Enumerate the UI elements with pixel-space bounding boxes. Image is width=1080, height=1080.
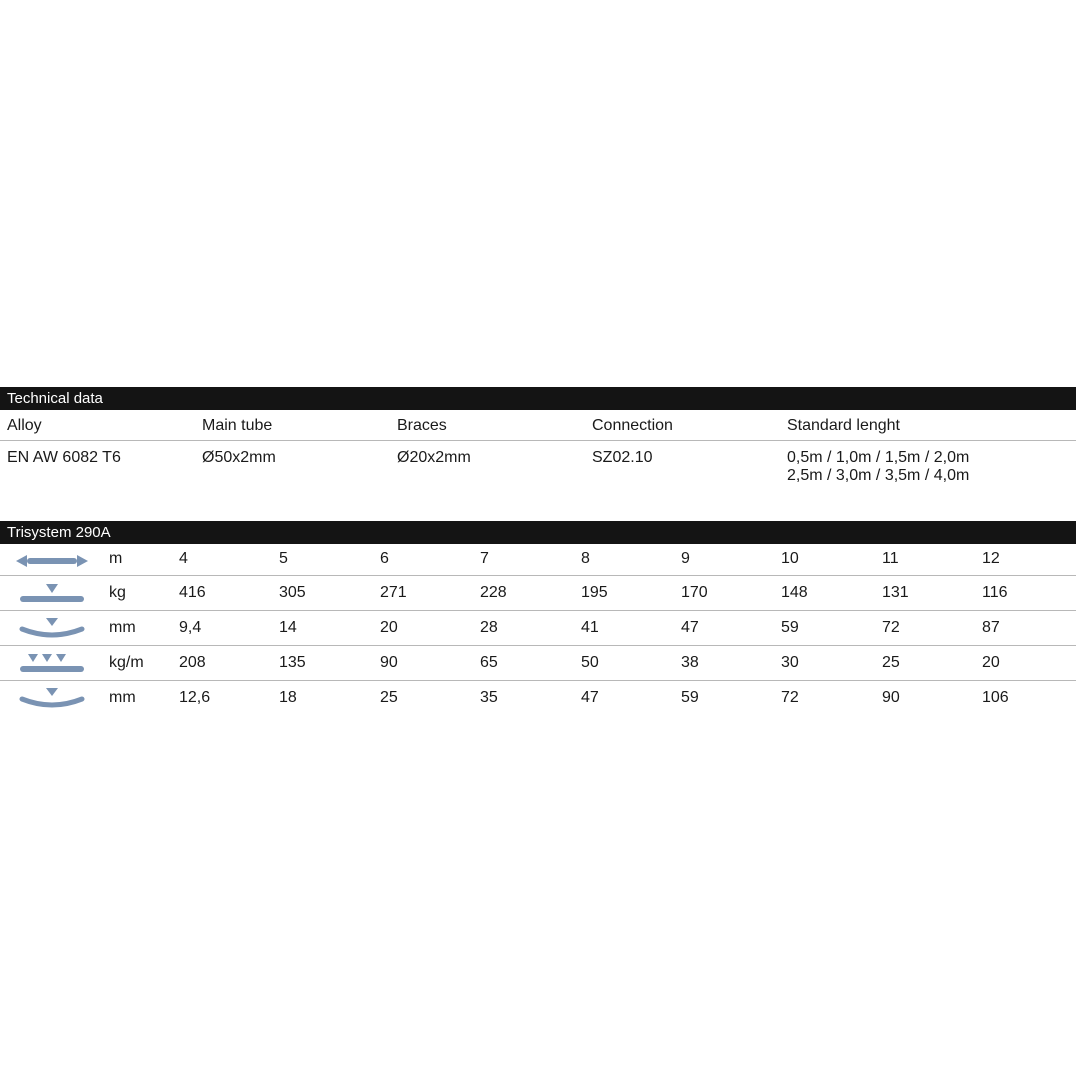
row-value: 7 bbox=[480, 550, 489, 567]
row-value: 208 bbox=[179, 654, 206, 671]
row-value: 12 bbox=[982, 550, 1000, 567]
row-value: 25 bbox=[882, 654, 900, 671]
table-row bbox=[0, 646, 1076, 681]
row-value: 18 bbox=[279, 689, 297, 706]
row-value: 14 bbox=[279, 619, 297, 636]
row-value: 38 bbox=[681, 654, 699, 671]
point-load-icon bbox=[14, 579, 90, 607]
row-value: 9,4 bbox=[179, 619, 202, 636]
row-value: 72 bbox=[882, 619, 900, 636]
row-value: 135 bbox=[279, 654, 306, 671]
row-value: 90 bbox=[882, 689, 900, 706]
row-value: 416 bbox=[179, 584, 206, 601]
row-value: 50 bbox=[581, 654, 599, 671]
spec-sheet bbox=[0, 387, 1076, 716]
value-length-line2: 2,5m / 3,0m / 3,5m / 4,0m bbox=[787, 467, 970, 484]
row-value: 20 bbox=[380, 619, 398, 636]
row-value: 6 bbox=[380, 550, 389, 567]
value-length-line1: 0,5m / 1,0m / 1,5m / 2,0m bbox=[787, 449, 970, 466]
value-main-tube: Ø50x2mm bbox=[202, 449, 276, 466]
technical-headers-row bbox=[0, 410, 1076, 441]
row-unit: mm bbox=[109, 689, 136, 706]
row-value: 9 bbox=[681, 550, 690, 567]
row-value: 195 bbox=[581, 584, 608, 601]
row-value: 10 bbox=[781, 550, 799, 567]
header-main-tube: Main tube bbox=[202, 417, 273, 434]
row-value: 28 bbox=[480, 619, 498, 636]
row-value: 12,6 bbox=[179, 689, 211, 706]
row-value: 116 bbox=[982, 584, 1008, 601]
row-unit: kg bbox=[109, 584, 126, 601]
technical-data-header: Technical data bbox=[0, 387, 1076, 410]
row-value: 59 bbox=[781, 619, 799, 636]
table-row bbox=[0, 681, 1076, 716]
row-value: 228 bbox=[480, 584, 507, 601]
row-value: 90 bbox=[380, 654, 398, 671]
row-value: 8 bbox=[581, 550, 590, 567]
technical-values-row bbox=[0, 441, 1076, 521]
row-value: 131 bbox=[882, 584, 909, 601]
header-standard-length: Standard lenght bbox=[787, 417, 900, 434]
row-value: 25 bbox=[380, 689, 398, 706]
value-connection: SZ02.10 bbox=[592, 449, 653, 466]
row-value: 30 bbox=[781, 654, 799, 671]
row-unit: mm bbox=[109, 619, 136, 636]
row-value: 271 bbox=[380, 584, 407, 601]
row-value: 20 bbox=[982, 654, 1000, 671]
row-value: 87 bbox=[982, 619, 1000, 636]
distributed-load-deflection-icon bbox=[14, 684, 90, 712]
row-unit: kg/m bbox=[109, 654, 144, 671]
header-alloy: Alloy bbox=[7, 417, 42, 434]
row-value: 41 bbox=[581, 619, 599, 636]
row-value: 59 bbox=[681, 689, 699, 706]
row-value: 47 bbox=[681, 619, 699, 636]
row-value: 170 bbox=[681, 584, 708, 601]
row-value: 4 bbox=[179, 550, 188, 567]
row-value: 47 bbox=[581, 689, 599, 706]
trisystem-header: Trisystem 290A bbox=[0, 521, 1076, 544]
row-value: 65 bbox=[480, 654, 498, 671]
header-braces: Braces bbox=[397, 417, 447, 434]
table-row bbox=[0, 576, 1076, 611]
row-unit: m bbox=[109, 550, 123, 567]
row-value: 106 bbox=[982, 689, 1009, 706]
table-row bbox=[0, 611, 1076, 646]
value-alloy: EN AW 6082 T6 bbox=[7, 449, 121, 466]
header-connection: Connection bbox=[592, 417, 673, 434]
row-value: 11 bbox=[882, 550, 899, 567]
row-value: 5 bbox=[279, 550, 288, 567]
point-load-deflection-icon bbox=[14, 614, 90, 642]
table-row bbox=[0, 544, 1076, 576]
value-braces: Ø20x2mm bbox=[397, 449, 471, 466]
span-arrows-icon bbox=[14, 547, 90, 575]
row-value: 305 bbox=[279, 584, 306, 601]
row-value: 35 bbox=[480, 689, 498, 706]
row-value: 148 bbox=[781, 584, 808, 601]
distributed-load-icon bbox=[14, 649, 90, 677]
row-value: 72 bbox=[781, 689, 799, 706]
